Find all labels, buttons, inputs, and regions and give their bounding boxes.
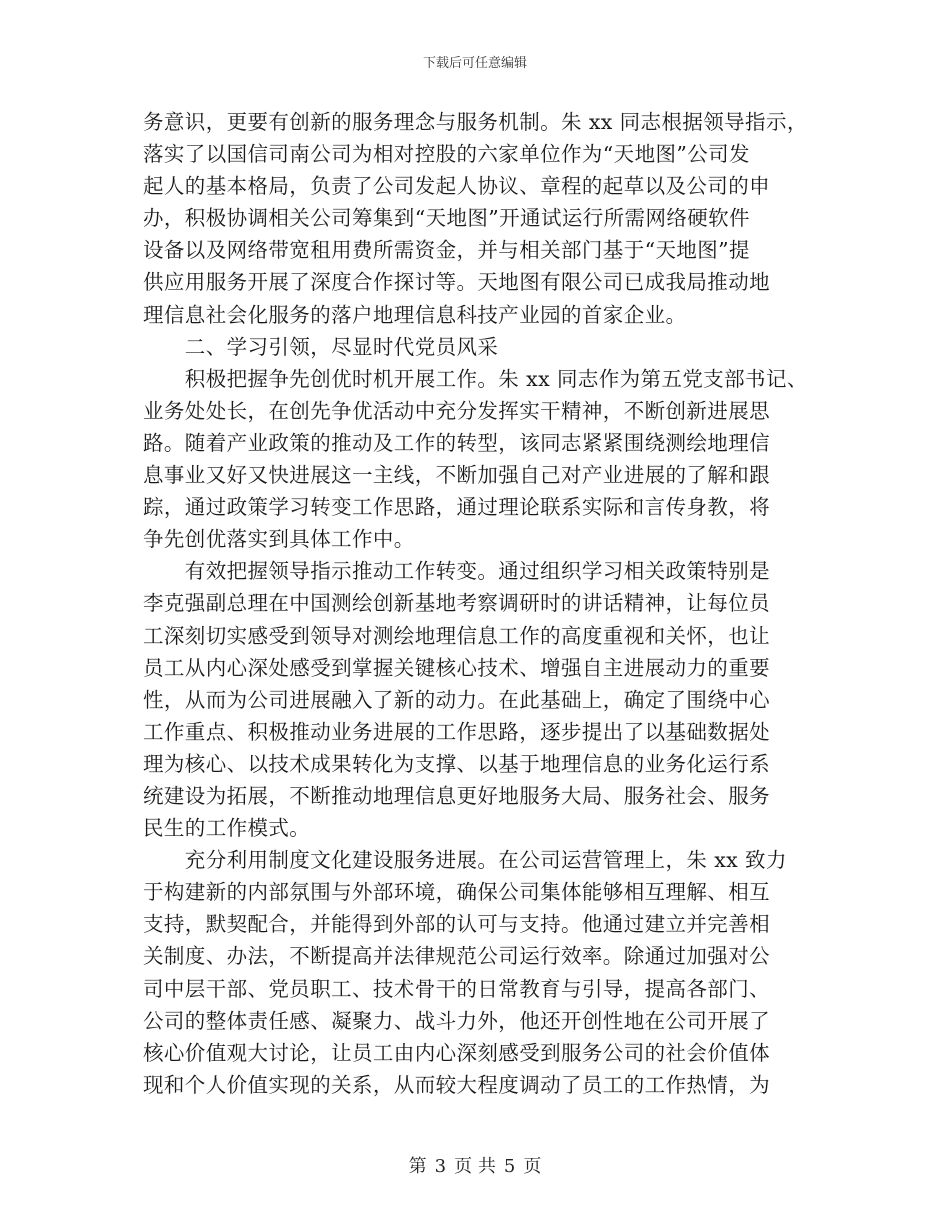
text-line: 民生的工作模式。 xyxy=(143,816,311,841)
text-line: 司中层干部、党员职工、技术骨干的日常教育与引导，提高各部门、 xyxy=(143,976,770,1001)
footer-prefix: 第 xyxy=(408,1156,427,1177)
text-line: 踪，通过政策学习转变工作思路，通过理论联系实际和言传身教，将 xyxy=(143,495,770,520)
text-line: 路。随着产业政策的推动及工作的转型，该同志紧紧围绕测绘地理信 xyxy=(143,430,770,455)
page-header: 下载后可任意编辑 xyxy=(422,56,527,71)
text-line: 关制度、办法，不断提高并法律规范公司运行效率。除通过加强对公 xyxy=(143,944,770,969)
page-total: 5 xyxy=(503,1156,516,1177)
text-line: 起人的基本格局，负责了公司发起人协议、章程的起草以及公司的申 xyxy=(143,174,770,199)
text-line: 息事业又好又快进展这一主线，不断加强自己对产业进展的了解和跟 xyxy=(143,463,770,488)
text-line: 理为核心、以技术成果转化为支撑、以基于地理信息的业务化运行系 xyxy=(143,751,770,776)
text-line: 工深刻切实感受到领导对测绘地理信息工作的高度重视和关怀，也让 xyxy=(143,623,770,648)
section-heading: 二、学习引领，尽显时代党员风采 xyxy=(143,334,499,359)
text-line: 员工从内心深处感受到掌握关键核心技术、增强自主进展动力的重要 xyxy=(143,655,770,680)
footer-middle: 页 共 xyxy=(454,1156,496,1177)
page-footer xyxy=(0,1152,950,1178)
page-number: 3 xyxy=(434,1156,447,1177)
text-line: 务意识，更要有创新的服务理念与服务机制。朱 xx 同志根据领导指示， xyxy=(143,110,808,134)
text-line: 设备以及网络带宽租用费所需资金，并与相关部门基于“天地图”提 xyxy=(143,238,750,263)
text-line: 争先创优落实到具体工作中。 xyxy=(143,527,415,552)
text-line: 性，从而为公司进展融入了新的动力。在此基础上，确定了围绕中心 xyxy=(143,687,770,712)
text-line: 办，积极协调相关公司筹集到“天地图”开通试运行所需网络硬软件 xyxy=(143,206,750,231)
text-line: 工作重点、积极推动业务进展的工作思路，逐步提出了以基础数据处 xyxy=(143,719,770,744)
text-line: 供应用服务开展了深度合作探讨等。天地图有限公司已成我局推动地 xyxy=(143,270,770,295)
footer-suffix: 页 xyxy=(523,1156,542,1177)
text-line: 统建设为拓展，不断推动地理信息更好地服务大局、服务社会、服务 xyxy=(143,783,770,808)
text-line: 落实了以国信司南公司为相对控股的六家单位作为“天地图”公司发 xyxy=(143,142,750,167)
text-line: 于构建新的内部氛围与外部环境，确保公司集体能够相互理解、相互 xyxy=(143,880,770,905)
text-line: 核心价值观大讨论，让员工由内心深刻感受到服务公司的社会价值体 xyxy=(143,1040,770,1065)
text-line: 李克强副总理在中国测绘创新基地考察调研时的讲话精神，让每位员 xyxy=(143,591,770,616)
text-line: 公司的整体责任感、凝聚力、战斗力外，他还开创性地在公司开展了 xyxy=(143,1008,770,1033)
text-line: 业务处处长，在创先争优活动中充分发挥实干精神，不断创新进展思 xyxy=(143,398,770,423)
text-line: 有效把握领导指示推动工作转变。通过组织学习相关政策特别是 xyxy=(143,559,770,584)
text-line: 现和个人价值实现的关系，从而较大程度调动了员工的工作热情，为 xyxy=(143,1072,770,1097)
document-body xyxy=(143,106,823,1101)
text-line: 支持，默契配合，并能得到外部的认可与支持。他通过建立并完善相 xyxy=(143,912,770,937)
text-line: 充分利用制度文化建设服务进展。在公司运营管理上，朱 xx 致力 xyxy=(143,848,787,873)
text-line: 理信息社会化服务的落户地理信息科技产业园的首家企业。 xyxy=(143,302,687,327)
text-line: 积极把握争先创优时机开展工作。朱 xx 同志作为第五党支部书记、 xyxy=(143,366,808,391)
